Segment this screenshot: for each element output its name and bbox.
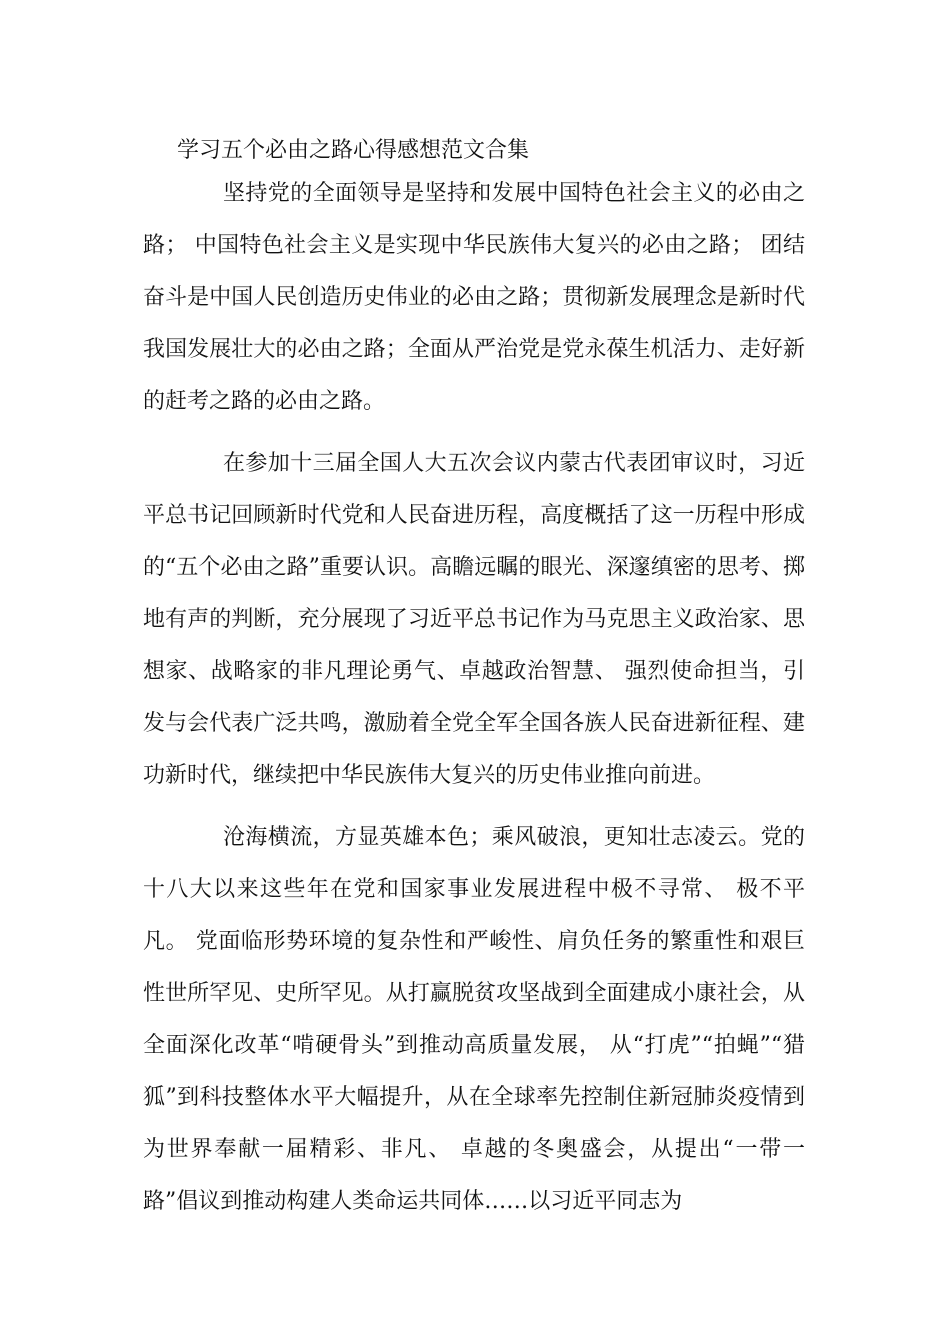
document-title: 学习五个必由之路心得感想范文合集	[177, 138, 530, 163]
paragraph-3: 沧海横流，方显英雄本色；乘风破浪，更知壮志凌云。党的十八大以来这些年在党和国家事业发展进程中极不寻常、 极不平凡。 党面临形势环境的复杂性和严峻性、肩负任务的繁重性和艰巨性世所罕见、史所罕见。从打赢脱贫攻坚战到全面建成小康社会，从全面深化改革“啃硬骨头”到推动高质量发展， 从“打虎”“拍蝇”“猎狐”到科技整体水平大幅提升，从在全球率先控制住新冠肺炎疫情到为世界奉献一届精彩、非凡、 卓越的冬奥盛会，从提出“一带一路”倡议到推动构建人类命运共同体……以习近平同志为	[143, 825, 805, 1214]
paragraph-1: 坚持党的全面领导是坚持和发展中国特色社会主义的必由之路； 中国特色社会主义是实现中华民族伟大复兴的必由之路； 团结奋斗是中国人民创造历史伟业的必由之路；贯彻新发展理念是新时代我国发展壮大的必由之路；全面从严治党是党永葆生机活力、走好新的赶考之路的必由之路。	[143, 181, 805, 414]
document-body	[143, 168, 805, 1238]
paragraph-2: 在参加十三届全国人大五次会议内蒙古代表团审议时，习近平总书记回顾新时代党和人民奋进历程，高度概括了这一历程中形成的“五个必由之路”重要认识。高瞻远瞩的眼光、深邃缜密的思考、掷地有声的判断，充分展现了习近平总书记作为马克思主义政治家、思想家、战略家的非凡理论勇气、卓越政治智慧、 强烈使命担当，引发与会代表广泛共鸣，激励着全党全军全国各族人民奋进新征程、建功新时代，继续把中华民族伟大复兴的历史伟业推向前进。	[143, 451, 805, 788]
